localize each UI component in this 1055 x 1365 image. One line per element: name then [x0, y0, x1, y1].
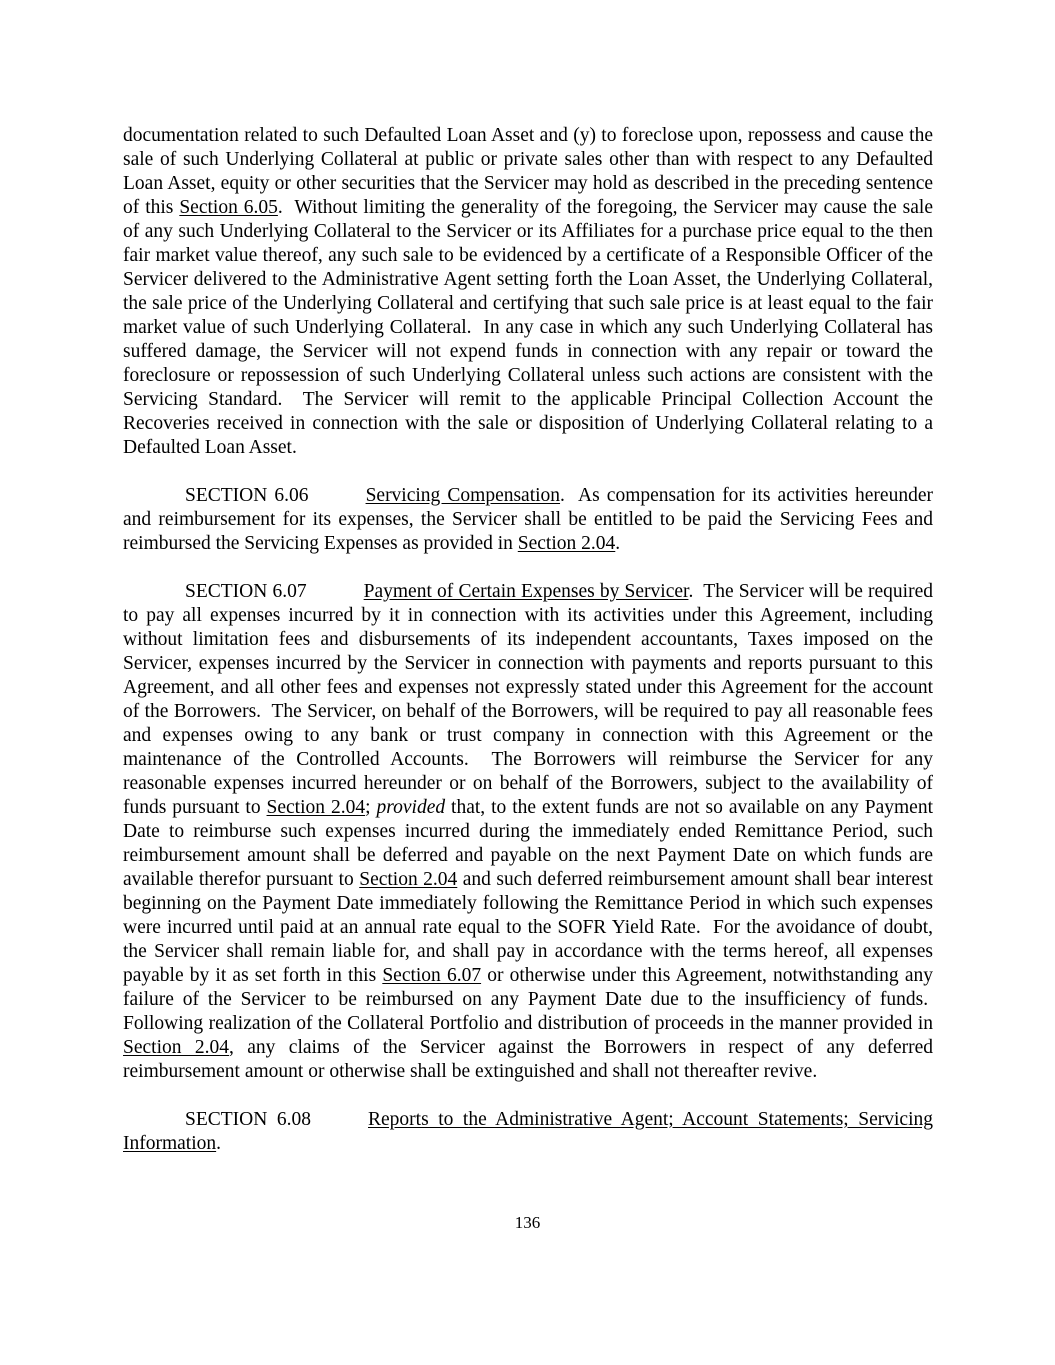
paragraph-section-6-06: [123, 484, 933, 556]
paragraph-section-6-08: [123, 1108, 933, 1156]
page-number: 136: [514, 1213, 541, 1232]
text-run: . Without limiting the generality of the foregoing, the Servicer may cause the sale of any such Underlying Collateral to the Servicer or its Affiliates for a purchase price equal to the then fair market value thereof, any such sale to be evidenced by a certificate of a Responsible Officer of the Servicer delivered to the Administrative Agent setting forth the Loan Asset, the Underlying Collateral, the sale price of the Underlying Collateral and certifying that such sale price is at least equal to the fair market value of such Underlying Collateral. In any case in which any such Underlying Collateral has suffered damage, the Servicer will not expend funds in connection with any repair or toward the foreclosure or repossession of such Underlying Collateral unless such actions are consistent with the Servicing Standard. The Servicer will remit to the applicable Principal Collection Account the Recoveries received in connection with the sale or disposition of Underlying Collateral relating to a Defaulted Loan Asset.: [123, 197, 933, 458]
underlined-text: Section 6.05: [179, 197, 278, 218]
underlined-text: Section 2.04: [266, 797, 366, 818]
text-run: ;: [365, 797, 377, 818]
text-run: or otherwise under this Agreement, notwithstanding any failure of the Servicer to be reimbursed on any Payment Date due to the insufficiency of funds. Following realization of the Collateral Portfolio and distribution of proceeds in the manner provided in: [123, 965, 933, 1034]
text-run: . As compensation for its activities hereunder and reimbursement for its expenses, the Servicer shall be entitled to be paid the Servicing Fees and reimbursed the Servicing Expenses as provided in: [123, 485, 933, 554]
underlined-text: Section 2.04: [123, 1037, 229, 1058]
underlined-text: Section 2.04: [359, 869, 458, 890]
text-run: SECTION 6.07: [185, 581, 307, 602]
underlined-text: Section 6.07: [382, 965, 482, 986]
text-run: that, to the extent funds are not so available on any Payment Date to reimburse such expenses incurred during the immediately ended Remittance Period, such reimbursement amount shall be deferred and payable on the next Payment Date on which funds are available therefor pursuant to: [123, 797, 933, 890]
text-run: . The Servicer will be required to pay all expenses incurred by it in connection with its activities under this Agreement, including without limitation fees and disbursements of its independent accountants, Taxes imposed on the Servicer, expenses incurred by the Servicer in connection with payments and reports pursuant to this Agreement, and all other fees and expenses not expressly stated under this Agreement for the account of the Borrowers. The Servicer, on behalf of the Borrowers, will be required to pay all reasonable fees and expenses owing to any bank or trust company in connection with this Agreement or the maintenance of the Controlled Accounts. The Borrowers will reimburse the Servicer for any reasonable expenses incurred hereunder or on behalf of the Borrowers, subject to the availability of funds pursuant to: [123, 581, 933, 818]
text-run: SECTION 6.06: [185, 485, 309, 506]
underlined-text: Reports to the Administrative Agent; Account Statements; Servicing Information: [123, 1109, 933, 1154]
text-run: SECTION 6.08: [185, 1109, 311, 1130]
text-run: .: [216, 1133, 222, 1154]
text-run: .: [615, 533, 621, 554]
paragraph-section-6-07: [123, 580, 933, 1084]
underlined-text: Payment of Certain Expenses by Servicer: [363, 581, 689, 602]
italic-text: provided: [376, 797, 446, 818]
text-run: , any claims of the Servicer against the Borrowers in respect of any deferred reimbursement amount or otherwise shall be extinguished and shall not thereafter revive.: [123, 1037, 933, 1082]
text-run: and such deferred reimbursement amount shall bear interest beginning on the Payment Date immediately following the Remittance Period in which such expenses were incurred until paid at an annual rate equal to the SOFR Yield Rate. For the avoidance of doubt, the Servicer shall remain liable for, and shall pay in accordance with the terms hereof, all expenses payable by it as set forth in this: [123, 869, 933, 986]
document-body: [123, 124, 933, 1156]
underlined-text: Servicing Compensation: [365, 485, 561, 506]
paragraph-continuation-section-6-05: [123, 124, 933, 460]
text-run: documentation related to such Defaulted Loan Asset and (y) to foreclose upon, repossess and cause the sale of such Underlying Collateral at public or private sales other than with respect to any Defaulted Loan Asset, equity or other securities that the Servicer may hold as described in the preceding sentence of this: [123, 125, 933, 218]
underlined-text: Section 2.04: [517, 533, 616, 554]
